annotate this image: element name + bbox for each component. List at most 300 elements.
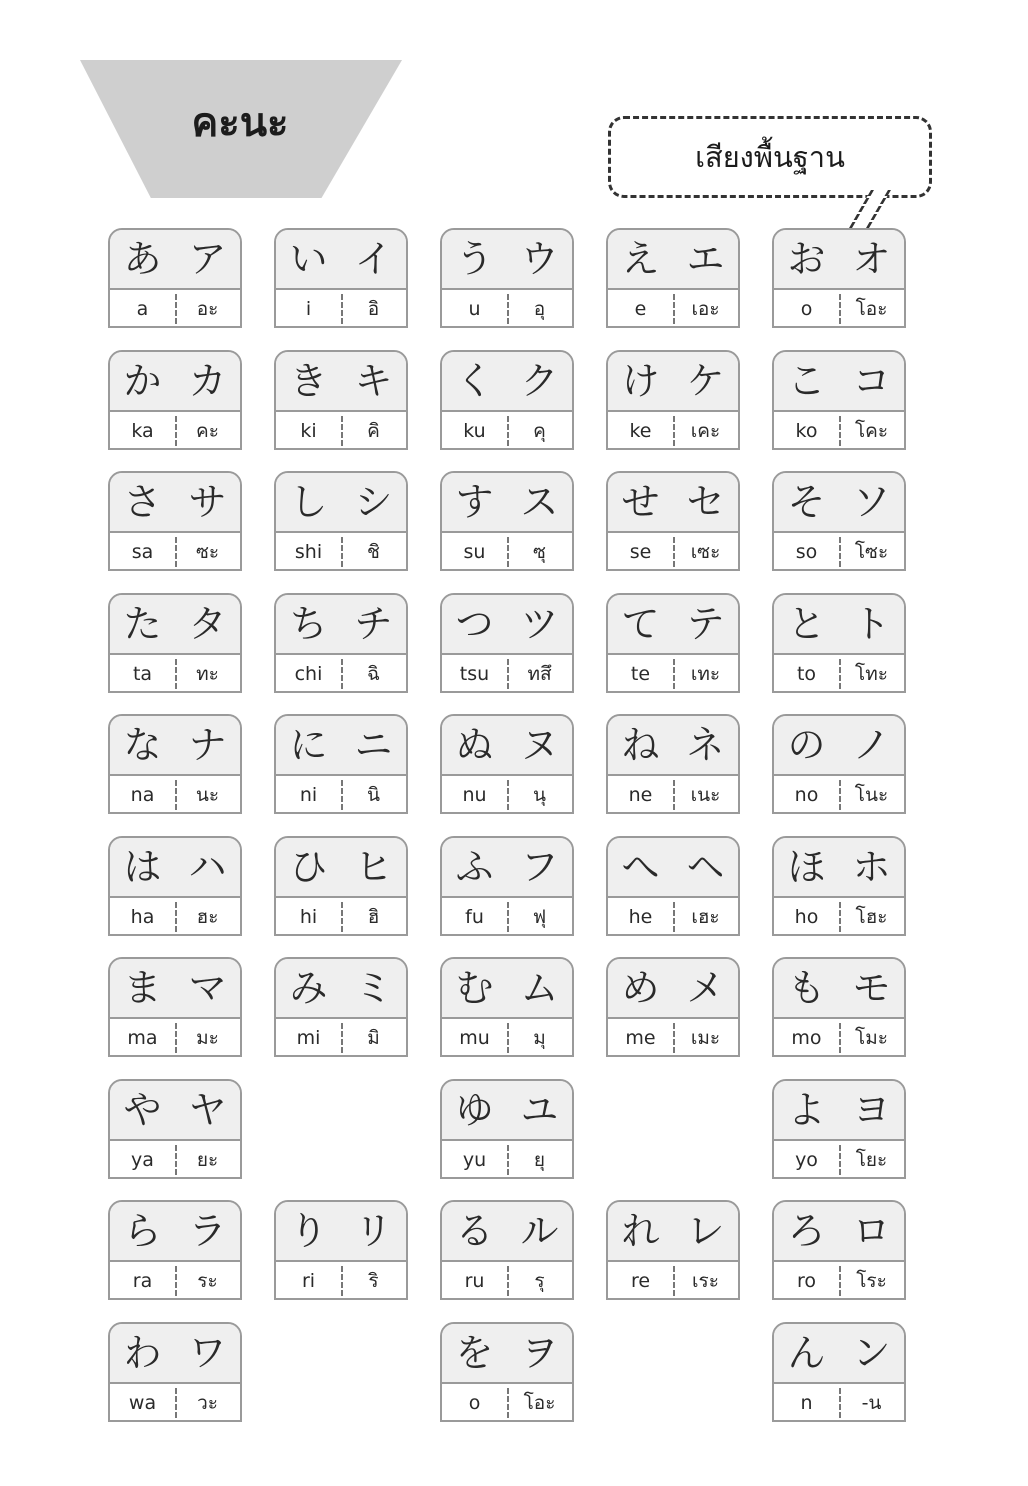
thai-reading-label: เทะ bbox=[690, 663, 721, 685]
thai-reading-label: เอะ bbox=[691, 298, 720, 320]
thai-reading-label: อุ bbox=[533, 298, 546, 320]
katakana-char: キ bbox=[354, 359, 393, 403]
romaji-label: se bbox=[629, 541, 652, 563]
katakana-char: ノ bbox=[852, 723, 891, 767]
thai-reading-label: มะ bbox=[196, 1027, 219, 1049]
romaji-label: wa bbox=[128, 1392, 157, 1414]
kana-card-bottom bbox=[110, 290, 240, 328]
kana-card-bottom bbox=[774, 1384, 904, 1422]
romaji-label: mu bbox=[459, 1027, 490, 1049]
katakana-char: イ bbox=[354, 237, 393, 281]
romaji-label: mo bbox=[791, 1027, 822, 1049]
kana-card bbox=[772, 1079, 906, 1179]
hiragana-char: ひ bbox=[289, 845, 328, 889]
katakana-char: ア bbox=[188, 237, 227, 281]
kana-card-bottom bbox=[442, 533, 572, 571]
romaji-label: ke bbox=[629, 420, 652, 442]
katakana-char: リ bbox=[354, 1209, 393, 1253]
kana-card-bottom bbox=[608, 533, 738, 571]
thai-reading-label: ระ bbox=[197, 1270, 218, 1292]
kana-card-top bbox=[276, 838, 406, 898]
romaji-label: n bbox=[800, 1392, 813, 1414]
romaji-label: ma bbox=[127, 1027, 158, 1049]
katakana-char: ケ bbox=[686, 359, 725, 403]
romaji-label: ne bbox=[628, 784, 653, 806]
thai-reading-label: คุ bbox=[533, 420, 546, 442]
kana-card bbox=[274, 1200, 408, 1300]
dashed-divider bbox=[175, 1145, 177, 1175]
hiragana-char: こ bbox=[787, 359, 826, 403]
katakana-char: ウ bbox=[520, 237, 559, 281]
dashed-divider bbox=[175, 537, 177, 567]
hiragana-char: よ bbox=[787, 1088, 826, 1132]
romaji-label: hi bbox=[299, 906, 318, 928]
dashed-divider bbox=[673, 416, 675, 446]
romaji-label: o bbox=[800, 298, 813, 320]
kana-card bbox=[772, 1200, 906, 1300]
kana-card-top bbox=[774, 716, 904, 776]
kana-card-bottom bbox=[774, 1262, 904, 1300]
hiragana-char: み bbox=[289, 966, 328, 1010]
kana-card bbox=[772, 957, 906, 1057]
dashed-divider bbox=[341, 537, 343, 567]
kana-card-top bbox=[608, 595, 738, 655]
kana-card-bottom bbox=[110, 1262, 240, 1300]
thai-reading-label: โคะ bbox=[854, 420, 889, 442]
dashed-divider bbox=[175, 659, 177, 689]
dashed-divider bbox=[839, 902, 841, 932]
kana-card-top bbox=[110, 1081, 240, 1141]
dashed-divider bbox=[507, 1388, 509, 1418]
romaji-label: to bbox=[796, 663, 817, 685]
kana-card-top bbox=[608, 352, 738, 412]
kana-card-top bbox=[276, 473, 406, 533]
romaji-label: ha bbox=[130, 906, 155, 928]
thai-reading-label: โอะ bbox=[855, 298, 888, 320]
romaji-label: mi bbox=[296, 1027, 321, 1049]
katakana-char: ホ bbox=[852, 845, 891, 889]
kana-card bbox=[108, 1200, 242, 1300]
kana-card-bottom bbox=[608, 1019, 738, 1057]
thai-reading-label: ริ bbox=[368, 1270, 379, 1292]
hiragana-char: ち bbox=[289, 602, 328, 646]
dashed-divider bbox=[673, 1023, 675, 1053]
romaji-label: ko bbox=[795, 420, 818, 442]
kana-card-bottom bbox=[276, 412, 406, 450]
kana-card bbox=[274, 836, 408, 936]
katakana-char: ニ bbox=[354, 723, 393, 767]
kana-card-bottom bbox=[110, 1384, 240, 1422]
dashed-divider bbox=[341, 1023, 343, 1053]
kana-card-top bbox=[774, 1324, 904, 1384]
kana-card bbox=[108, 836, 242, 936]
thai-reading-label: เระ bbox=[692, 1270, 719, 1292]
thai-reading-label: เฮะ bbox=[691, 906, 720, 928]
hiragana-char: か bbox=[123, 359, 162, 403]
kana-card bbox=[606, 714, 740, 814]
kana-card bbox=[772, 1322, 906, 1422]
romaji-label: re bbox=[630, 1270, 651, 1292]
romaji-label: ta bbox=[132, 663, 153, 685]
dashed-divider bbox=[341, 416, 343, 446]
kana-card-bottom bbox=[110, 412, 240, 450]
kana-card-top bbox=[276, 230, 406, 290]
kana-card-top bbox=[774, 230, 904, 290]
hiragana-char: お bbox=[787, 237, 826, 281]
katakana-char: レ bbox=[686, 1209, 725, 1253]
kana-card-top bbox=[442, 959, 572, 1019]
thai-reading-label: ทะ bbox=[196, 663, 219, 685]
kana-card-bottom bbox=[276, 533, 406, 571]
dashed-divider bbox=[175, 780, 177, 810]
kana-card-bottom bbox=[442, 412, 572, 450]
hiragana-char: や bbox=[123, 1088, 162, 1132]
dashed-divider bbox=[507, 416, 509, 446]
dashed-divider bbox=[507, 1023, 509, 1053]
romaji-label: i bbox=[305, 298, 312, 320]
romaji-label: he bbox=[628, 906, 653, 928]
kana-card bbox=[108, 714, 242, 814]
kana-card bbox=[440, 228, 574, 328]
thai-reading-label: โอะ bbox=[523, 1392, 556, 1414]
kana-card-bottom bbox=[110, 1141, 240, 1179]
thai-reading-label: รุ bbox=[534, 1270, 545, 1292]
romaji-label: ki bbox=[300, 420, 317, 442]
kana-card-top bbox=[774, 1202, 904, 1262]
dashed-divider bbox=[839, 1023, 841, 1053]
kana-card-bottom bbox=[442, 655, 572, 693]
dashed-divider bbox=[175, 1023, 177, 1053]
romaji-label: me bbox=[625, 1027, 656, 1049]
hiragana-char: て bbox=[621, 602, 660, 646]
kana-card-top bbox=[774, 1081, 904, 1141]
hiragana-char: ね bbox=[621, 723, 660, 767]
kana-card-bottom bbox=[774, 290, 904, 328]
kana-card bbox=[606, 957, 740, 1057]
kana-card-top bbox=[608, 473, 738, 533]
dashed-divider bbox=[839, 1145, 841, 1175]
kana-card bbox=[772, 228, 906, 328]
dashed-divider bbox=[673, 659, 675, 689]
kana-card-bottom bbox=[442, 290, 572, 328]
thai-reading-label: เมะ bbox=[690, 1027, 721, 1049]
thai-reading-label: โนะ bbox=[854, 784, 889, 806]
katakana-char: チ bbox=[354, 602, 393, 646]
katakana-char: モ bbox=[852, 966, 891, 1010]
kana-card-bottom bbox=[442, 1384, 572, 1422]
kana-card bbox=[274, 593, 408, 693]
dashed-divider bbox=[175, 1266, 177, 1296]
kana-card bbox=[772, 836, 906, 936]
kana-card-bottom bbox=[608, 655, 738, 693]
hiragana-char: れ bbox=[621, 1209, 660, 1253]
katakana-char: ヤ bbox=[188, 1088, 227, 1132]
katakana-char: ワ bbox=[188, 1331, 227, 1375]
kana-card-top bbox=[442, 1202, 572, 1262]
romaji-label: ni bbox=[299, 784, 318, 806]
dashed-divider bbox=[673, 780, 675, 810]
romaji-label: ku bbox=[463, 420, 486, 442]
kana-card-top bbox=[774, 838, 904, 898]
hiragana-char: つ bbox=[455, 602, 494, 646]
katakana-char: ロ bbox=[852, 1209, 891, 1253]
thai-reading-label: วะ bbox=[197, 1392, 218, 1414]
katakana-char: ム bbox=[520, 966, 559, 1010]
hiragana-char: あ bbox=[123, 237, 162, 281]
hiragana-char: の bbox=[787, 723, 826, 767]
kana-card-bottom bbox=[442, 1019, 572, 1057]
romaji-label: na bbox=[130, 784, 155, 806]
kana-card bbox=[108, 957, 242, 1057]
katakana-char: ル bbox=[520, 1209, 559, 1253]
kana-card bbox=[440, 593, 574, 693]
kana-card-top bbox=[110, 352, 240, 412]
dashed-divider bbox=[839, 659, 841, 689]
hiragana-char: う bbox=[455, 237, 494, 281]
kana-card-bottom bbox=[774, 655, 904, 693]
thai-reading-label: -น bbox=[861, 1392, 882, 1414]
dashed-divider bbox=[839, 780, 841, 810]
romaji-label: su bbox=[463, 541, 486, 563]
dashed-divider bbox=[673, 902, 675, 932]
thai-reading-label: มิ bbox=[367, 1027, 380, 1049]
kana-card-top bbox=[442, 473, 572, 533]
romaji-label: shi bbox=[294, 541, 323, 563]
romaji-label: a bbox=[136, 298, 149, 320]
kana-card bbox=[440, 1200, 574, 1300]
kana-card-bottom bbox=[276, 776, 406, 814]
romaji-label: no bbox=[794, 784, 819, 806]
katakana-char: ト bbox=[852, 602, 891, 646]
kana-card-top bbox=[774, 473, 904, 533]
kana-card-top bbox=[774, 595, 904, 655]
thai-reading-label: นุ bbox=[533, 784, 546, 806]
hiragana-char: ぬ bbox=[455, 723, 494, 767]
kana-card bbox=[274, 350, 408, 450]
katakana-char: テ bbox=[686, 602, 725, 646]
katakana-char: ネ bbox=[686, 723, 725, 767]
kana-card bbox=[440, 471, 574, 571]
kana-card-top bbox=[442, 352, 572, 412]
hiragana-char: り bbox=[289, 1209, 328, 1253]
kana-card bbox=[606, 228, 740, 328]
dashed-divider bbox=[839, 537, 841, 567]
thai-reading-label: โมะ bbox=[855, 1027, 888, 1049]
kana-card-bottom bbox=[276, 655, 406, 693]
kana-card-bottom bbox=[276, 898, 406, 936]
kana-card-bottom bbox=[608, 898, 738, 936]
romaji-label: ho bbox=[794, 906, 819, 928]
kana-card bbox=[772, 714, 906, 814]
romaji-label: ro bbox=[796, 1270, 817, 1292]
romaji-label: chi bbox=[294, 663, 323, 685]
kana-card-bottom bbox=[774, 776, 904, 814]
romaji-label: sa bbox=[131, 541, 154, 563]
kana-card-bottom bbox=[276, 1262, 406, 1300]
katakana-char: ン bbox=[852, 1331, 891, 1375]
katakana-char: カ bbox=[188, 359, 227, 403]
dashed-divider bbox=[673, 537, 675, 567]
hiragana-char: し bbox=[289, 480, 328, 524]
kana-card bbox=[440, 350, 574, 450]
kana-card bbox=[606, 593, 740, 693]
dashed-divider bbox=[175, 416, 177, 446]
kana-card bbox=[772, 471, 906, 571]
katakana-char: セ bbox=[686, 480, 725, 524]
hiragana-char: ん bbox=[787, 1331, 826, 1375]
hiragana-char: ま bbox=[123, 966, 162, 1010]
kana-card-bottom bbox=[442, 1141, 572, 1179]
kana-card-top bbox=[110, 1202, 240, 1262]
romaji-label: te bbox=[630, 663, 651, 685]
katakana-char: メ bbox=[686, 966, 725, 1010]
page-title: คะนะ bbox=[191, 100, 289, 146]
kana-card bbox=[274, 714, 408, 814]
kana-card-bottom bbox=[608, 290, 738, 328]
kana-card-top bbox=[110, 1324, 240, 1384]
kana-card bbox=[606, 471, 740, 571]
romaji-label: ri bbox=[301, 1270, 316, 1292]
kana-card-top bbox=[442, 716, 572, 776]
kana-card-top bbox=[442, 230, 572, 290]
kana-card-bottom bbox=[774, 1141, 904, 1179]
kana-card-top bbox=[442, 1324, 572, 1384]
kana-card bbox=[440, 836, 574, 936]
kana-card-top bbox=[110, 959, 240, 1019]
thai-reading-label: ฟุ bbox=[532, 906, 547, 928]
romaji-label: ka bbox=[131, 420, 154, 442]
kana-card bbox=[108, 1322, 242, 1422]
katakana-char: ヘ bbox=[686, 845, 725, 889]
thai-reading-label: โยะ bbox=[855, 1149, 888, 1171]
kana-card-top bbox=[608, 716, 738, 776]
kana-card-top bbox=[110, 595, 240, 655]
kana-card-bottom bbox=[276, 290, 406, 328]
dashed-divider bbox=[341, 1266, 343, 1296]
dashed-divider bbox=[839, 1388, 841, 1418]
kana-card bbox=[108, 228, 242, 328]
kana-card-top bbox=[110, 473, 240, 533]
kana-card bbox=[606, 836, 740, 936]
kana-card-top bbox=[276, 1202, 406, 1262]
hiragana-char: ゆ bbox=[455, 1088, 494, 1132]
kana-card-top bbox=[442, 1081, 572, 1141]
thai-reading-label: อิ bbox=[367, 298, 380, 320]
hiragana-char: せ bbox=[621, 480, 660, 524]
romaji-label: ra bbox=[132, 1270, 153, 1292]
kana-card-bottom bbox=[774, 898, 904, 936]
katakana-char: サ bbox=[188, 480, 227, 524]
kana-card bbox=[440, 1079, 574, 1179]
thai-reading-label: โฮะ bbox=[855, 906, 888, 928]
dashed-divider bbox=[839, 1266, 841, 1296]
kana-card-top bbox=[276, 352, 406, 412]
thai-reading-label: ฮะ bbox=[196, 906, 219, 928]
dashed-divider bbox=[839, 294, 841, 324]
thai-reading-label: ซะ bbox=[195, 541, 220, 563]
katakana-char: ミ bbox=[354, 966, 393, 1010]
hiragana-char: を bbox=[455, 1331, 494, 1375]
hiragana-char: た bbox=[123, 602, 162, 646]
thai-reading-label: ซุ bbox=[533, 541, 546, 563]
kana-card-bottom bbox=[442, 1262, 572, 1300]
katakana-char: ツ bbox=[520, 602, 559, 646]
dashed-divider bbox=[341, 902, 343, 932]
dashed-divider bbox=[507, 659, 509, 689]
kana-card-top bbox=[276, 595, 406, 655]
kana-card bbox=[108, 1079, 242, 1179]
dashed-divider bbox=[341, 780, 343, 810]
hiragana-char: け bbox=[621, 359, 660, 403]
hiragana-char: ほ bbox=[787, 845, 826, 889]
katakana-char: ソ bbox=[852, 480, 891, 524]
dashed-divider bbox=[507, 1145, 509, 1175]
romaji-label: yo bbox=[795, 1149, 818, 1171]
kana-card-top bbox=[608, 838, 738, 898]
kana-card-bottom bbox=[110, 898, 240, 936]
kana-card-bottom bbox=[774, 1019, 904, 1057]
thai-reading-label: ฮิ bbox=[367, 906, 380, 928]
romaji-label: nu bbox=[462, 784, 487, 806]
kana-card-bottom bbox=[110, 655, 240, 693]
kana-card-top bbox=[442, 838, 572, 898]
katakana-char: ラ bbox=[188, 1209, 227, 1253]
kana-card bbox=[274, 471, 408, 571]
romaji-label: ru bbox=[464, 1270, 485, 1292]
katakana-char: ヲ bbox=[520, 1331, 559, 1375]
dashed-divider bbox=[341, 659, 343, 689]
dashed-divider bbox=[175, 294, 177, 324]
dashed-divider bbox=[507, 537, 509, 567]
dashed-divider bbox=[175, 902, 177, 932]
katakana-char: エ bbox=[686, 237, 725, 281]
hiragana-char: む bbox=[455, 966, 494, 1010]
hiragana-char: す bbox=[455, 480, 494, 524]
katakana-char: オ bbox=[852, 237, 891, 281]
kana-card bbox=[440, 957, 574, 1057]
katakana-char: ヌ bbox=[520, 723, 559, 767]
kana-card-top bbox=[110, 716, 240, 776]
kana-card-top bbox=[608, 1202, 738, 1262]
kana-card-bottom bbox=[110, 776, 240, 814]
dashed-divider bbox=[507, 1266, 509, 1296]
dashed-divider bbox=[507, 902, 509, 932]
kana-card-bottom bbox=[608, 776, 738, 814]
katakana-char: フ bbox=[520, 845, 559, 889]
thai-reading-label: คะ bbox=[196, 420, 219, 442]
kana-card-top bbox=[276, 716, 406, 776]
hiragana-char: は bbox=[123, 845, 162, 889]
thai-reading-label: โซะ bbox=[854, 541, 889, 563]
kana-card-bottom bbox=[442, 898, 572, 936]
kana-card-top bbox=[608, 230, 738, 290]
thai-reading-label: คิ bbox=[367, 420, 380, 442]
hiragana-char: わ bbox=[123, 1331, 162, 1375]
hiragana-char: と bbox=[787, 602, 826, 646]
thai-reading-label: ยุ bbox=[533, 1149, 546, 1171]
kana-card-bottom bbox=[110, 533, 240, 571]
thai-reading-label: ยะ bbox=[196, 1149, 219, 1171]
thai-reading-label: นะ bbox=[195, 784, 220, 806]
thai-reading-label: เนะ bbox=[690, 784, 721, 806]
katakana-char: ナ bbox=[188, 723, 227, 767]
dashed-divider bbox=[507, 294, 509, 324]
kana-card-top bbox=[774, 959, 904, 1019]
romaji-label: fu bbox=[465, 906, 484, 928]
hiragana-char: ろ bbox=[787, 1209, 826, 1253]
kana-card-top bbox=[110, 838, 240, 898]
katakana-char: ヨ bbox=[852, 1088, 891, 1132]
